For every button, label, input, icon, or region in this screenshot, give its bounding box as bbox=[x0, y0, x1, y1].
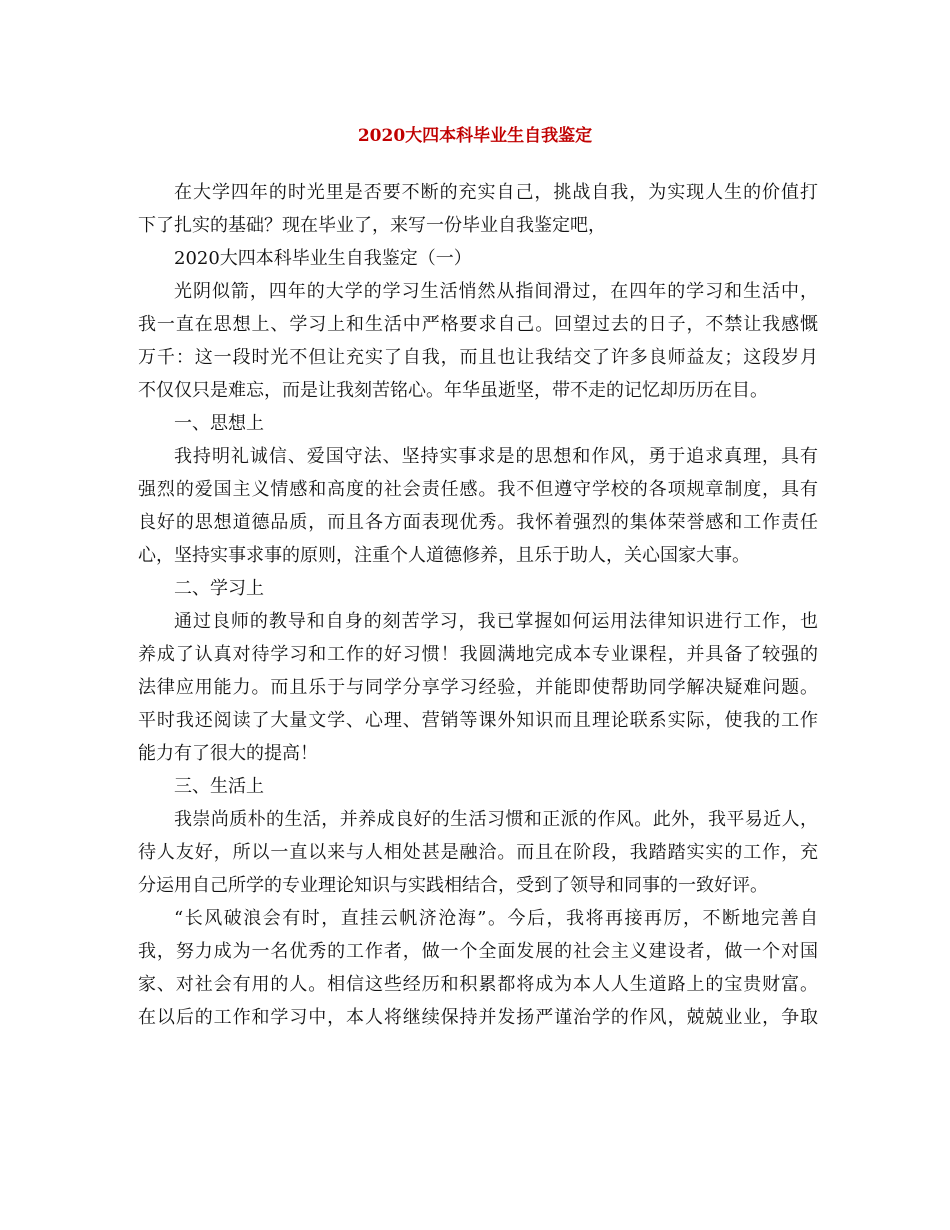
body-line: 分运用自己所学的专业理论知识与实践相结合，受到了领导和同事的一致好评。 bbox=[138, 875, 768, 896]
body-line: 强烈的爱国主义情感和高度的社会责任感。我不但遵守学校的各项规章制度，具有 bbox=[138, 479, 818, 500]
body-line: 2020大四本科毕业生自我鉴定（一） bbox=[174, 248, 472, 269]
body-line: 心，坚持实事求事的原则，注重个人道德修养，且乐于助人，关心国家大事。 bbox=[138, 545, 750, 566]
body-line: 我持明礼诚信、爱国守法、坚持实事求是的思想和作风，勇于追求真理，具有 bbox=[174, 446, 818, 467]
body-line: 平时我还阅读了大量文学、心理、营销等课外知识而且理论联系实际，使我的工作 bbox=[138, 710, 818, 731]
body-line: “长风破浪会有时，直挂云帆济沧海”。今后，我将再接再厉，不断地完善自 bbox=[174, 908, 818, 929]
document-title: 2020大四本科毕业生自我鉴定 bbox=[357, 126, 593, 146]
body-line: 不仅仅只是难忘，而是让我刻苦铭心。年华虽逝坚，带不走的记忆却历历在目。 bbox=[138, 380, 768, 401]
body-line: 光阴似箭，四年的大学的学习生活悄然从指间滑过，在四年的学习和生活中， bbox=[174, 281, 818, 302]
body-line: 一、思想上 bbox=[174, 413, 264, 434]
body-line: 良好的思想道德品质，而且各方面表现优秀。我怀着强烈的集体荣誉感和工作责任 bbox=[138, 512, 818, 533]
body-line: 养成了认真对待学习和工作的好习惯！我圆满地完成本专业课程，并具备了较强的 bbox=[138, 644, 818, 665]
body-line: 万千：这一段时光不但让充实了自我，而且也让我结交了许多良师益友；这段岁月 bbox=[138, 347, 818, 368]
body-line: 在以后的工作和学习中，本人将继续保持并发扬严谨治学的作风，兢兢业业，争取 bbox=[138, 1007, 818, 1028]
body-line: 待人友好，所以一直以来与人相处甚是融洽。而且在阶段，我踏踏实实的工作，充 bbox=[138, 842, 818, 863]
body-line: 法律应用能力。而且乐于与同学分享学习经验，并能即使帮助同学解决疑难问题。 bbox=[138, 677, 818, 698]
document-body bbox=[138, 176, 818, 1034]
body-line: 家、对社会有用的人。相信这些经历和积累都将成为本人人生道路上的宝贵财富。 bbox=[138, 974, 818, 995]
body-line: 三、生活上 bbox=[174, 776, 264, 797]
body-line: 我，努力成为一名优秀的工作者，做一个全面发展的社会主义建设者，做一个对国 bbox=[138, 941, 818, 962]
body-line: 能力有了很大的提高！ bbox=[138, 743, 318, 764]
body-line: 我一直在思想上、学习上和生活中严格要求自己。回望过去的日子，不禁让我感慨 bbox=[138, 314, 818, 335]
body-line: 我崇尚质朴的生活，并养成良好的生活习惯和正派的作风。此外，我平易近人， bbox=[174, 809, 818, 830]
body-line: 二、学习上 bbox=[174, 578, 264, 599]
body-line: 下了扎实的基础？现在毕业了，来写一份毕业自我鉴定吧， bbox=[138, 215, 606, 236]
body-line: 在大学四年的时光里是否要不断的充实自己，挑战自我，为实现人生的价值打 bbox=[174, 182, 818, 203]
body-line: 通过良师的教导和自身的刻苦学习，我已掌握如何运用法律知识进行工作，也 bbox=[174, 611, 818, 632]
